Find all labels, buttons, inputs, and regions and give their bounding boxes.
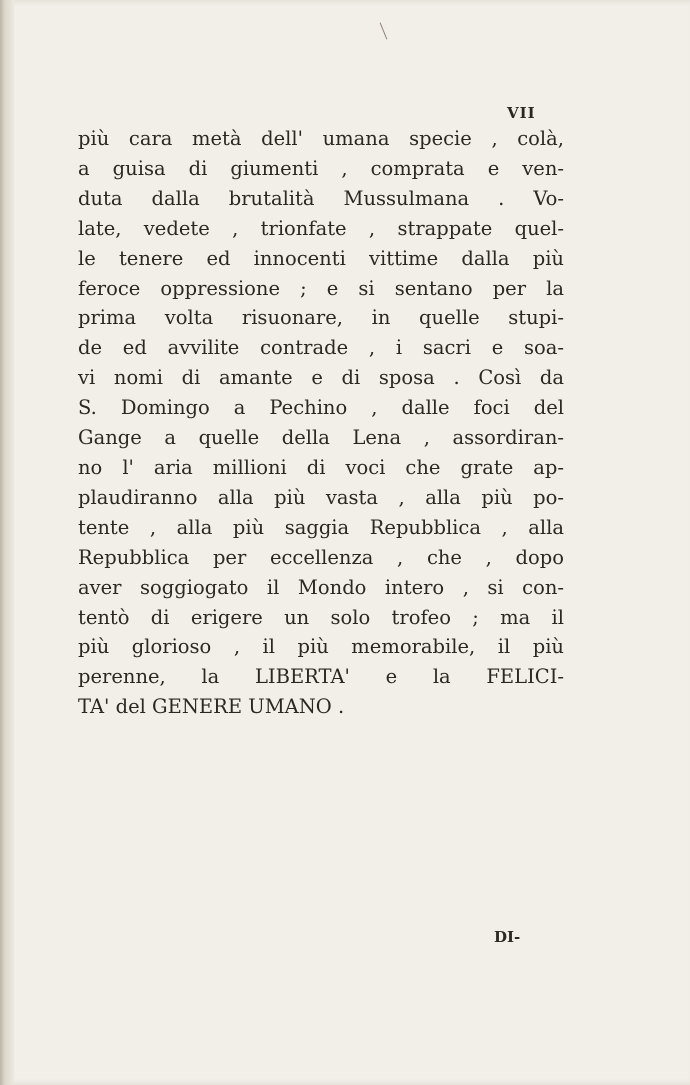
page-number: VII [507,104,536,122]
text-line: più glorioso , il più memorabile, il più [78,635,564,659]
text-line: no l' aria millioni di voci che grate ap- [78,455,564,479]
text-line: S. Domingo a Pechino , dalle foci del [78,396,564,420]
text-line: Gange a quelle della Lena , assordiran- [78,426,564,450]
text-line: Repubblica per eccellenza , che , dopo [78,545,564,569]
body-paragraph [78,124,564,722]
text-line: perenne, la LIBERTA' e la FELICI- [78,665,564,689]
text-line: prima volta risuonare, in quelle stupi- [78,306,564,330]
text-line: aver soggiogato il Mondo intero , si con- [78,575,564,599]
binding-edge [0,0,14,1085]
text-line: late, vedete , trionfate , strappate quel- [78,216,564,240]
text-line: più cara metà dell' umana specie , colà, [78,127,564,150]
text-line: a guisa di giumenti , comprata e ven- [78,156,564,180]
text-line: tente , alla più saggia Repubblica , alla [78,515,564,539]
text-line: TA' del GENERE UMANO . [78,695,345,719]
ink-mark [380,22,388,39]
text-line: vi nomi di amante e di sposa . Così da [78,366,564,390]
text-line: feroce oppressione ; e si sentano per la [78,276,564,300]
text-line: duta dalla brutalità Mussulmana . Vo- [78,186,564,210]
text-line: tentò di erigere un solo trofeo ; ma il [78,605,564,629]
text-line: le tenere ed innocenti vittime dalla più [78,246,564,270]
catchword: DI- [494,928,521,946]
text-line: de ed avvilite contrade , i sacri e soa- [78,336,564,360]
text-line: plaudiranno alla più vasta , alla più po- [78,485,564,509]
